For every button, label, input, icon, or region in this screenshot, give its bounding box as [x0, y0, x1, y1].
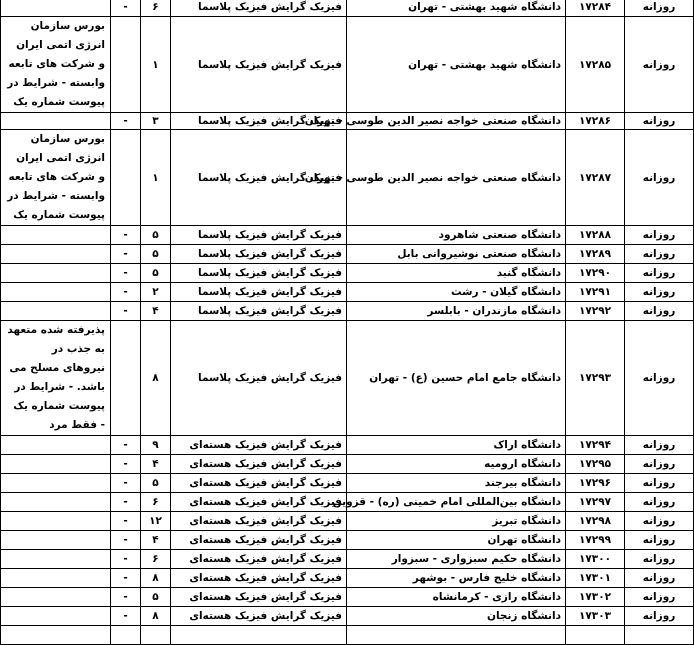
note-cell [1, 113, 111, 130]
note-cell: بورس سازمان انرژی اتمی ایران و شرکت های تابعه وابسته - شرایط در پیوست شماره یک [1, 17, 111, 113]
session-cell: روزانه [625, 113, 694, 130]
university-cell: دانشگاه مازندران - بابلسر [347, 302, 566, 321]
session-cell: روزانه [625, 302, 694, 321]
note-cell [1, 550, 111, 569]
capacity-cell: ۶ [141, 0, 171, 17]
session-cell: روزانه [625, 130, 694, 226]
code-cell: ۱۷۲۸۷ [566, 130, 625, 226]
dash-cell: - [111, 264, 141, 283]
capacity-cell: ۱ [141, 130, 171, 226]
university-cell: دانشگاه صنعتی شاهرود [347, 226, 566, 245]
session-cell: روزانه [625, 474, 694, 493]
table-row [1, 493, 694, 512]
capacity-cell: ۵ [141, 226, 171, 245]
university-cell: دانشگاه ارومیه [347, 455, 566, 474]
capacity-cell: ۴ [141, 455, 171, 474]
session-cell: روزانه [625, 226, 694, 245]
field-cell: فیزیک گرایش فیزیک هسته‌ای [171, 569, 347, 588]
field-cell: فیزیک گرایش فیزیک پلاسما [171, 302, 347, 321]
dash-cell: - [111, 531, 141, 550]
table-row [1, 17, 694, 113]
dash-cell: - [111, 474, 141, 493]
code-cell: ۱۷۲۹۵ [566, 455, 625, 474]
table-row [1, 226, 694, 245]
table-row [1, 607, 694, 626]
code-cell: ۱۷۲۸۸ [566, 226, 625, 245]
code-cell: ۱۷۲۸۴ [566, 0, 625, 17]
table-row [1, 436, 694, 455]
table-row [1, 321, 694, 436]
session-cell: روزانه [625, 531, 694, 550]
code-cell: ۱۷۲۹۹ [566, 531, 625, 550]
dash-cell [111, 626, 141, 645]
dash-cell: - [111, 113, 141, 130]
note-cell: پذیرفته شده متعهد به جذب در نیروهای مسلح می باشد. - شرایط در پیوست شماره یک - فقط مرد [1, 321, 111, 436]
table-row [1, 569, 694, 588]
note-cell [1, 245, 111, 264]
note-cell [1, 512, 111, 531]
field-cell: فیزیک گرایش فیزیک پلاسما [171, 130, 347, 226]
capacity-cell: ۵ [141, 264, 171, 283]
university-cell: دانشگاه صنعتی خواجه نصیر الدین طوسی - تهران [347, 130, 566, 226]
dash-cell: - [111, 226, 141, 245]
note-cell [1, 0, 111, 17]
session-cell: روزانه [625, 455, 694, 474]
field-cell: فیزیک گرایش فیزیک هسته‌ای [171, 455, 347, 474]
field-cell: فیزیک گرایش فیزیک هسته‌ای [171, 493, 347, 512]
note-cell [1, 283, 111, 302]
table-row [1, 113, 694, 130]
note-cell [1, 531, 111, 550]
note-cell [1, 569, 111, 588]
session-cell: روزانه [625, 512, 694, 531]
table-row [1, 283, 694, 302]
field-cell: فیزیک گرایش فیزیک هسته‌ای [171, 474, 347, 493]
capacity-cell: ۹ [141, 436, 171, 455]
session-cell: روزانه [625, 493, 694, 512]
university-cell: دانشگاه گنبد [347, 264, 566, 283]
note-cell [1, 455, 111, 474]
code-cell: ۱۷۳۰۳ [566, 607, 625, 626]
code-cell: ۱۷۳۰۱ [566, 569, 625, 588]
session-cell: روزانه [625, 264, 694, 283]
dash-cell: - [111, 512, 141, 531]
code-cell: ۱۷۲۹۲ [566, 302, 625, 321]
table-row [1, 455, 694, 474]
university-cell [347, 626, 566, 645]
university-cell: دانشگاه رازی - کرمانشاه [347, 588, 566, 607]
session-cell [625, 626, 694, 645]
table-row [1, 264, 694, 283]
capacity-cell: ۱۲ [141, 512, 171, 531]
table-row [1, 130, 694, 226]
capacity-cell: ۸ [141, 569, 171, 588]
table-row [1, 550, 694, 569]
table-row [1, 474, 694, 493]
university-cell: دانشگاه صنعتی نوشیروانی بابل [347, 245, 566, 264]
table-row [1, 531, 694, 550]
dash-cell: - [111, 302, 141, 321]
university-cell: دانشگاه بیرجند [347, 474, 566, 493]
capacity-cell [141, 626, 171, 645]
dash-cell [111, 17, 141, 113]
university-cell: دانشگاه خلیج فارس - بوشهر [347, 569, 566, 588]
university-cell: دانشگاه حکیم سبزواری - سبزوار [347, 550, 566, 569]
note-cell: بورس سازمان انرژی اتمی ایران و شرکت های تابعه وابسته - شرایط در پیوست شماره یک [1, 130, 111, 226]
field-cell: فیزیک گرایش فیزیک هسته‌ای [171, 531, 347, 550]
code-cell: ۱۷۲۹۷ [566, 493, 625, 512]
note-cell [1, 436, 111, 455]
session-cell: روزانه [625, 321, 694, 436]
university-cell: دانشگاه تهران [347, 531, 566, 550]
field-cell: فیزیک گرایش فیزیک پلاسما [171, 0, 347, 17]
capacity-cell: ۸ [141, 607, 171, 626]
field-cell: فیزیک گرایش فیزیک پلاسما [171, 226, 347, 245]
capacity-cell: ۴ [141, 302, 171, 321]
field-cell: فیزیک گرایش فیزیک هسته‌ای [171, 550, 347, 569]
table-row [1, 0, 694, 17]
capacity-cell: ۱ [141, 17, 171, 113]
field-cell [171, 626, 347, 645]
session-cell: روزانه [625, 17, 694, 113]
dash-cell: - [111, 607, 141, 626]
code-cell: ۱۷۳۰۲ [566, 588, 625, 607]
code-cell: ۱۷۲۹۸ [566, 512, 625, 531]
field-cell: فیزیک گرایش فیزیک هسته‌ای [171, 512, 347, 531]
dash-cell: - [111, 550, 141, 569]
code-cell: ۱۷۲۹۱ [566, 283, 625, 302]
code-cell: ۱۷۲۹۳ [566, 321, 625, 436]
university-cell: دانشگاه جامع امام حسین (ع) - تهران [347, 321, 566, 436]
university-cell: دانشگاه تبریز [347, 512, 566, 531]
code-cell: ۱۷۲۸۹ [566, 245, 625, 264]
note-cell [1, 226, 111, 245]
field-cell: فیزیک گرایش فیزیک پلاسما [171, 321, 347, 436]
session-cell: روزانه [625, 607, 694, 626]
dash-cell: - [111, 455, 141, 474]
code-cell: ۱۷۲۹۴ [566, 436, 625, 455]
note-cell [1, 474, 111, 493]
field-cell: فیزیک گرایش فیزیک پلاسما [171, 245, 347, 264]
university-cell: دانشگاه اراک [347, 436, 566, 455]
capacity-cell: ۴ [141, 531, 171, 550]
code-cell: ۱۷۲۸۵ [566, 17, 625, 113]
session-cell: روزانه [625, 245, 694, 264]
capacity-cell: ۲ [141, 283, 171, 302]
university-cell: دانشگاه گیلان - رشت [347, 283, 566, 302]
session-cell: روزانه [625, 436, 694, 455]
field-cell: فیزیک گرایش فیزیک پلاسما [171, 17, 347, 113]
session-cell: روزانه [625, 0, 694, 17]
session-cell: روزانه [625, 550, 694, 569]
table-row [1, 512, 694, 531]
code-cell: ۱۷۲۹۶ [566, 474, 625, 493]
dash-cell: - [111, 245, 141, 264]
dash-cell: - [111, 0, 141, 17]
dash-cell: - [111, 493, 141, 512]
field-cell: فیزیک گرایش فیزیک هسته‌ای [171, 436, 347, 455]
capacity-cell: ۵ [141, 474, 171, 493]
field-cell: فیزیک گرایش فیزیک هسته‌ای [171, 588, 347, 607]
university-cell: دانشگاه شهید بهشتی - تهران [347, 0, 566, 17]
university-cell: دانشگاه زنجان [347, 607, 566, 626]
dash-cell: - [111, 283, 141, 302]
capacity-cell: ۶ [141, 550, 171, 569]
note-cell [1, 607, 111, 626]
capacity-cell: ۵ [141, 588, 171, 607]
capacity-cell: ۶ [141, 493, 171, 512]
table-row [1, 588, 694, 607]
table-body [1, 0, 694, 645]
university-cell: دانشگاه بین‌المللی امام خمینی (ره) - قزوین [347, 493, 566, 512]
dash-cell: - [111, 436, 141, 455]
note-cell [1, 493, 111, 512]
capacity-cell: ۳ [141, 113, 171, 130]
dash-cell: - [111, 588, 141, 607]
session-cell: روزانه [625, 283, 694, 302]
field-cell: فیزیک گرایش فیزیک پلاسما [171, 283, 347, 302]
university-cell: دانشگاه شهید بهشتی - تهران [347, 17, 566, 113]
session-cell: روزانه [625, 569, 694, 588]
field-cell: فیزیک گرایش فیزیک پلاسما [171, 113, 347, 130]
code-cell: ۱۷۲۸۶ [566, 113, 625, 130]
capacity-cell: ۵ [141, 245, 171, 264]
table-row [1, 302, 694, 321]
table-row [1, 245, 694, 264]
dash-cell [111, 130, 141, 226]
field-cell: فیزیک گرایش فیزیک پلاسما [171, 264, 347, 283]
dash-cell [111, 321, 141, 436]
dash-cell: - [111, 569, 141, 588]
note-cell [1, 264, 111, 283]
note-cell [1, 588, 111, 607]
university-cell: دانشگاه صنعتی خواجه نصیر الدین طوسی - تهران [347, 113, 566, 130]
field-cell: فیزیک گرایش فیزیک هسته‌ای [171, 607, 347, 626]
capacity-cell: ۸ [141, 321, 171, 436]
table-row [1, 626, 694, 645]
note-cell [1, 302, 111, 321]
code-cell [566, 626, 625, 645]
note-cell [1, 626, 111, 645]
session-cell: روزانه [625, 588, 694, 607]
code-cell: ۱۷۳۰۰ [566, 550, 625, 569]
code-cell: ۱۷۲۹۰ [566, 264, 625, 283]
